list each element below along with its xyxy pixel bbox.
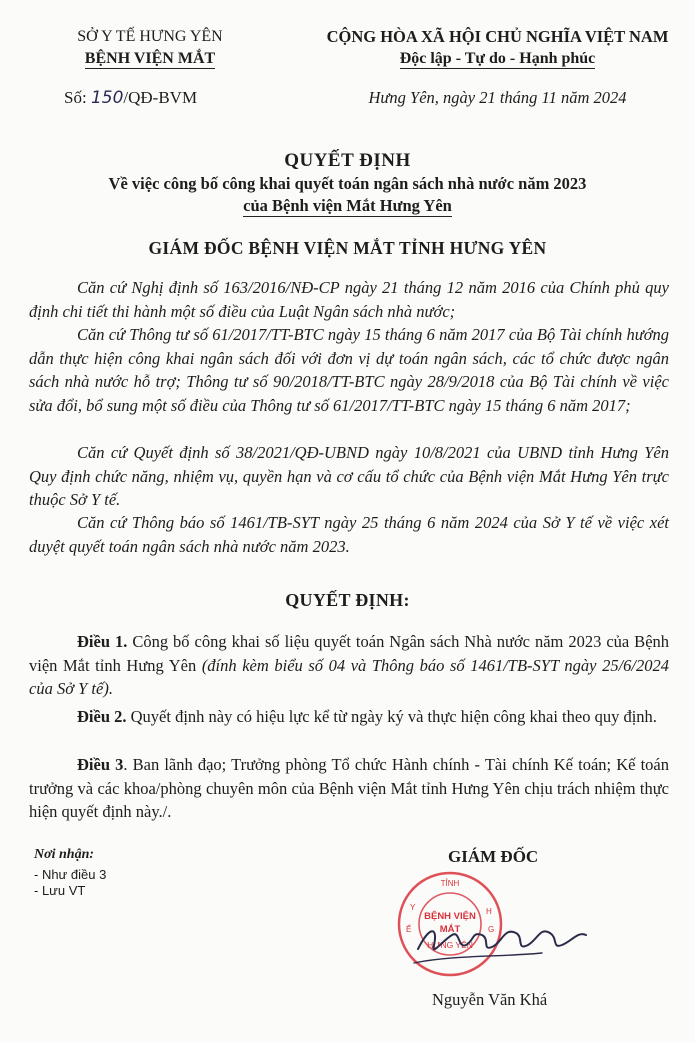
signer-title: GIÁM ĐỐC	[448, 847, 539, 866]
article-label: Điều 2.	[77, 707, 127, 726]
preamble-paragraph	[29, 323, 669, 417]
article-label: Điều 1.	[77, 632, 128, 651]
svg-text:HƯNG YÊN: HƯNG YÊN	[427, 940, 473, 950]
recipient-item: - Như điều 3	[34, 867, 107, 882]
document-subtitle-line2	[0, 196, 695, 216]
preamble-paragraph	[29, 276, 669, 323]
recipients-label: Nơi nhận:	[34, 847, 95, 862]
nation-motto-text: Độc lập - Tự do - Hạnh phúc	[399, 50, 596, 67]
handwritten-signature	[412, 905, 592, 975]
article-3	[29, 753, 669, 824]
preamble-paragraph	[29, 511, 669, 558]
svg-text:Ế: Ế	[406, 925, 412, 934]
article-text: Công bố công khai số liệu quyết toán Ngân sách Nhà nước năm 2023 của Bệnh viện Mắt tỉnh Hưng Yên	[29, 632, 670, 675]
svg-text:G: G	[488, 925, 495, 934]
svg-text:MẮT: MẮT	[439, 924, 461, 935]
nation-motto	[300, 50, 695, 68]
preamble-text: Căn cứ Nghị định số 163/2016/NĐ-CP ngày 21 tháng 12 năm 2016 của Chính phủ quy định chi tiết thi hành một số điều của Luật Ngân sách nhà nước;	[29, 278, 669, 321]
document-title: QUYẾT ĐỊNH	[284, 150, 411, 171]
article-text: Quyết định này có hiệu lực kể từ ngày ký và thực hiện công khai theo quy định.	[126, 707, 657, 726]
issue-date: Hưng Yên, ngày 21 tháng 11 năm 2024	[368, 88, 627, 107]
svg-text:TỈNH: TỈNH	[440, 879, 460, 888]
document-subtitle-line2-text: của Bệnh viện Mắt Hưng Yên	[243, 196, 452, 215]
signer-name: Nguyễn Văn Khá	[432, 990, 548, 1009]
org-unit	[40, 50, 260, 68]
article-label: Điều 3	[77, 755, 124, 774]
issuing-authority: GIÁM ĐỐC BỆNH VIỆN MẮT TỈNH HƯNG YÊN	[148, 238, 547, 258]
org-unit-text: BỆNH VIỆN MẮT	[84, 50, 216, 67]
preamble-paragraph	[29, 441, 669, 512]
article-note: (đính kèm biểu số 04 và Thông báo số 1461/TB-SYT ngày 25/6/2024 của Sở Y tế).	[29, 655, 669, 698]
article-1	[29, 630, 669, 701]
svg-text:BỆNH VIỆN: BỆNH VIỆN	[424, 911, 476, 922]
nation-name: CỘNG HÒA XÃ HỘI CHỦ NGHĨA VIỆT NAM	[326, 27, 669, 46]
org-department: SỞ Y TẾ HƯNG YÊN	[77, 28, 223, 45]
preamble-text: Căn cứ Thông báo số 1461/TB-SYT ngày 25 tháng 6 năm 2024 của Sở Y tế về việc xét duyệt quyết toán ngân sách nhà nước năm 2023.	[29, 513, 669, 556]
doc-number	[64, 88, 197, 108]
article-text: . Ban lãnh đạo; Trưởng phòng Tổ chức Hành chính - Tài chính Kế toán; Kế toán trưởng và các khoa/phòng chuyên môn của Bệnh viện Mắt tỉnh Hưng Yên chịu trách nhiệm thực hiện quyết định này./.	[29, 755, 669, 821]
svg-text:H: H	[486, 907, 492, 916]
document-subtitle-line1: Về việc công bố công khai quyết toán ngân sách nhà nước năm 2023	[108, 174, 587, 193]
doc-number-value: 150	[90, 88, 124, 108]
article-2	[29, 705, 669, 729]
svg-text:Y: Y	[410, 903, 416, 912]
doc-number-suffix: /QĐ-BVM	[123, 88, 198, 107]
preamble-text: Căn cứ Quyết định số 38/2021/QĐ-UBND ngày 10/8/2021 của UBND tỉnh Hưng Yên Quy định chức năng, nhiệm vụ, quyền hạn và cơ cấu tổ chức của Bệnh viện Mắt Hưng Yên trực thuộc Sở Y tế.	[29, 443, 669, 509]
recipient-item: - Lưu VT	[34, 883, 86, 898]
doc-number-prefix: Số:	[64, 88, 87, 107]
decision-heading: QUYẾT ĐỊNH:	[285, 590, 410, 610]
preamble-text: Căn cứ Thông tư số 61/2017/TT-BTC ngày 15 tháng 6 năm 2017 của Bộ Tài chính hướng dẫn thực hiện công khai ngân sách đối với đơn vị dự toán ngân sách, các tổ chức được ngân sách nhà nước hỗ trợ; Thông tư số 90/2018/TT-BTC ngày 28/9/2018 của Bộ Tài chính về việc sửa đổi, bổ sung một số điều của Thông tư số 61/2017/TT-BTC ngày 15 tháng 6 năm 2017;	[29, 325, 669, 415]
